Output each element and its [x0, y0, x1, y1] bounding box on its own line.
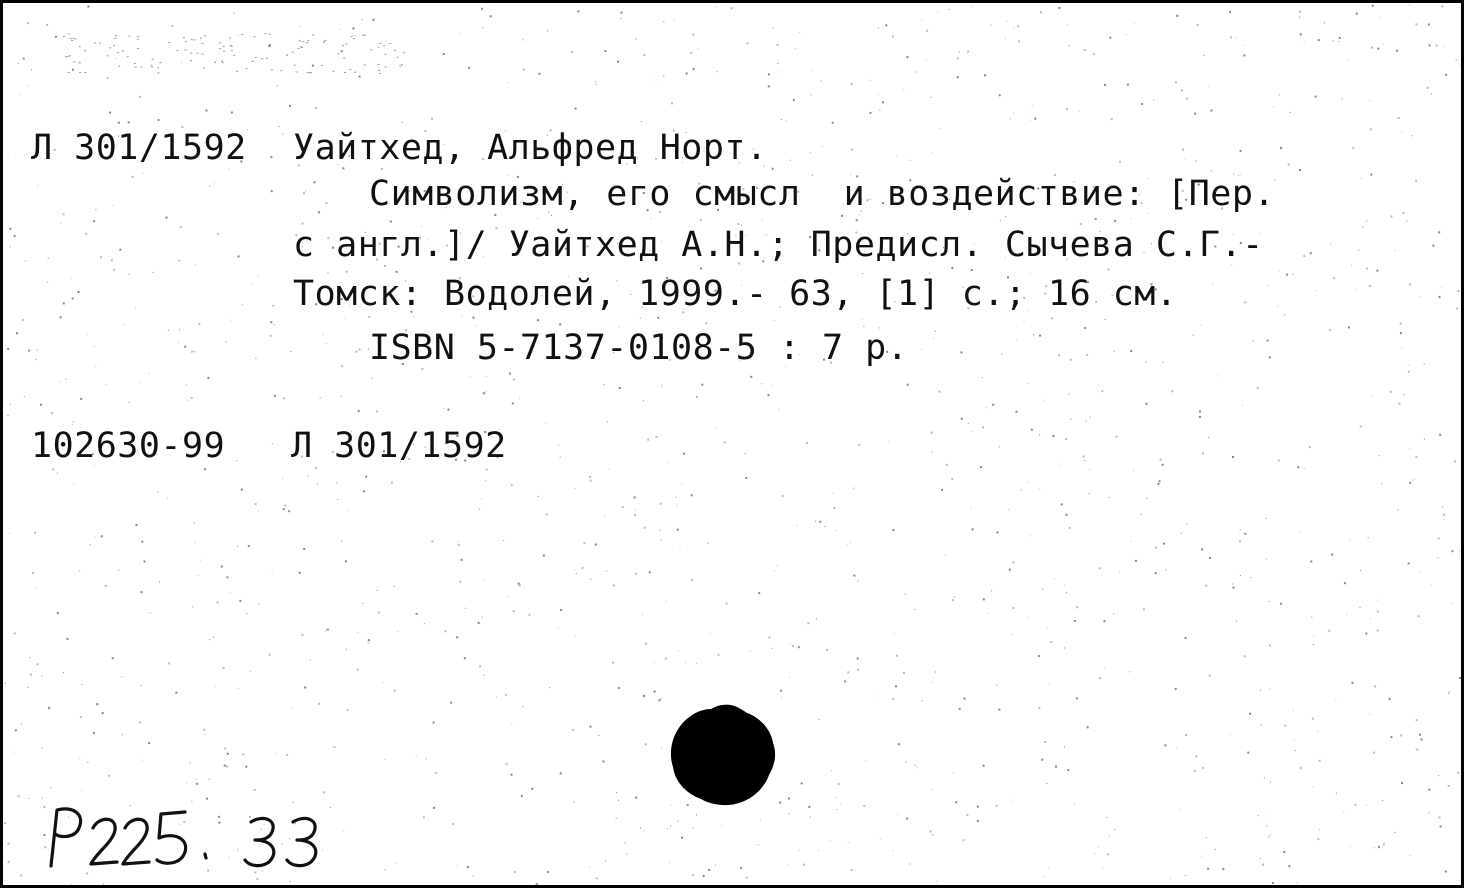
punch-hole — [667, 703, 779, 808]
title-line-2: с англ.]/ Уайтхед А.Н.; Предисл. Сычева С.Г.- — [293, 225, 1264, 265]
header-call-number: Л 301/1592 — [31, 128, 247, 168]
handwritten-classification — [33, 788, 363, 878]
isbn-line: ISBN 5-7137-0108-5 : 7 р. — [369, 328, 909, 368]
accession-number: 102630-99 — [31, 426, 226, 466]
imprint-line: Томск: Водолей, 1999.- 63, [1] с.; 16 см. — [293, 274, 1178, 314]
accession-call-number: Л 301/1592 — [291, 426, 507, 466]
title-line-1: Символизм, его смысл и воздействие: [Пер. — [369, 174, 1276, 214]
author-heading: Уайтхед, Альфред Норт. — [293, 128, 768, 168]
